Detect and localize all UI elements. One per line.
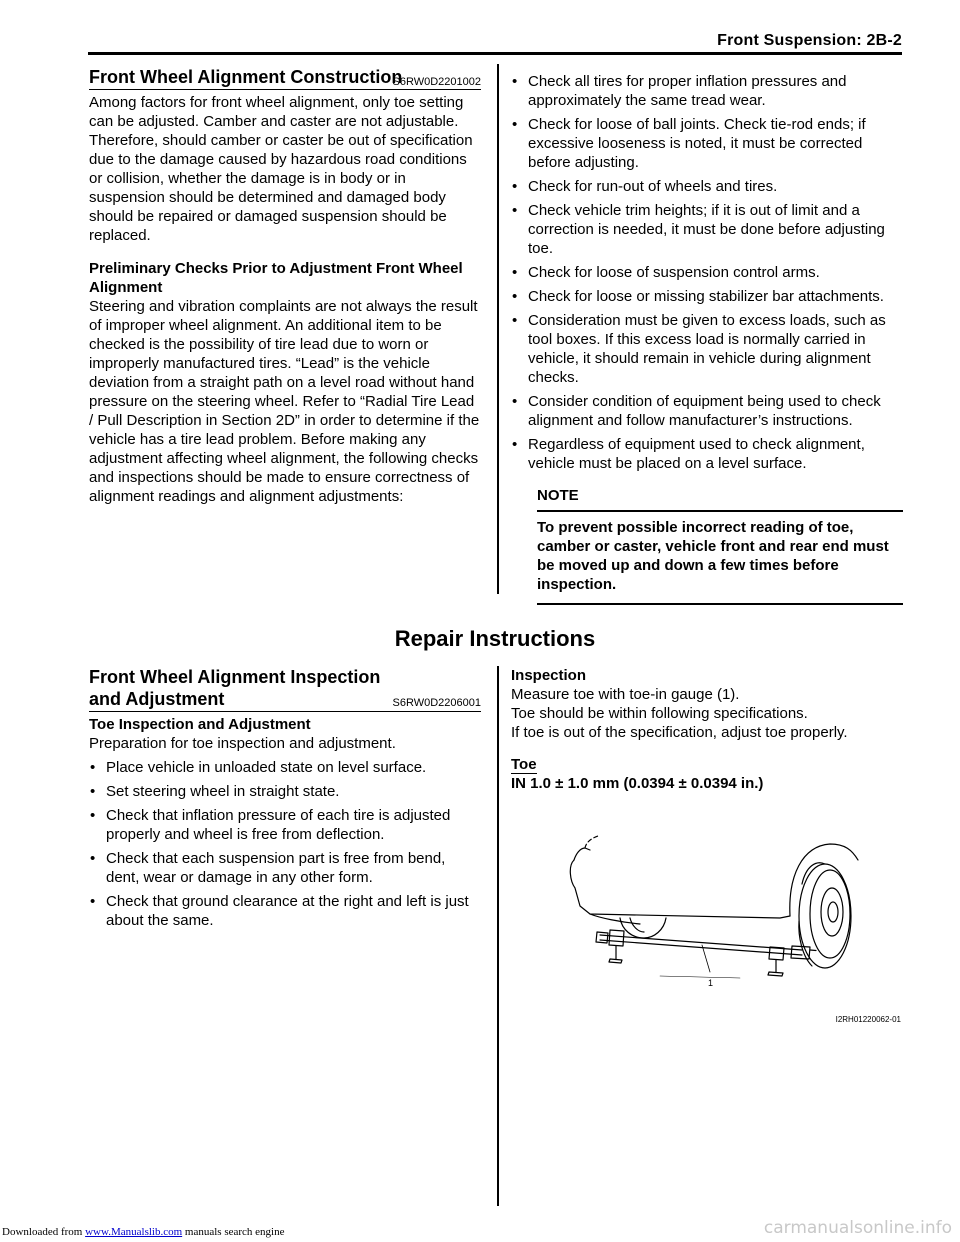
list-item: • Check for loose of ball joints. Check tie-rod ends; if excessive looseness is noted, it must be corrected before adjusting.: [512, 116, 866, 171]
toe-gauge-figure: [540, 826, 905, 1026]
prep-steps-list: [89, 758, 481, 930]
toe-gauge-illustration: [540, 826, 905, 1026]
footer-suffix: manuals search engine: [182, 1226, 285, 1238]
toe-label: Toe: [511, 756, 537, 773]
figure-code: I2RH01220062-01: [835, 1015, 901, 1024]
section-title-rule: [89, 89, 481, 90]
section-title-text: Front Wheel Alignment Construction: [89, 67, 403, 87]
preliminary-checks: [511, 72, 903, 605]
footer-prefix: Downloaded from: [2, 1226, 86, 1238]
note-text: To prevent possible incorrect reading of toe, camber or caster, vehicle front and rear end must be moved up and down a few times before inspection.: [537, 519, 889, 593]
watermark: carmanualsonline.info: [763, 1218, 952, 1238]
inspection-line: Measure toe with toe-in gauge (1).: [511, 686, 740, 703]
section-title: [89, 666, 389, 710]
body-paragraph: Steering and vibration complaints are not always the result of improper wheel alignment. An additional item to be checked is the possibility of tire lead due to worn or improperly manufactured tires. “Lead” is the vehicle deviation from a straight path on a level road without hand pressure on the steering wheel. Refer to “Radial Tire Lead / Pull Description in Section 2D” in order to determine if the vehicle has a tire lead problem. Before making any adjustment affecting wheel alignment, the following checks and inspections should be made to ensure correctness of alignment readings and alignment adjustments:: [89, 298, 480, 505]
note-box: [537, 486, 903, 605]
list-item: • Consider condition of equipment being used to check alignment and follow manufacturer’s instructions.: [512, 393, 881, 429]
note-label: NOTE: [537, 487, 579, 504]
list-item: • Check for loose of suspension control arms.: [512, 264, 820, 281]
column-divider: [497, 64, 499, 594]
list-item: • Check for loose or missing stabilizer bar attachments.: [512, 288, 884, 305]
header-rule: [88, 52, 902, 55]
list-item: • Check that inflation pressure of each tire is adjusted properly and wheel is free from deflection.: [90, 807, 451, 843]
subheading-toe: Toe Inspection and Adjustment: [89, 716, 311, 733]
manualslib-link[interactable]: www.Manualslib.com: [85, 1226, 183, 1238]
repair-instructions-title: Repair Instructions: [394, 626, 596, 651]
list-item: • Check all tires for proper inflation pressures and approximately the same tread wear.: [512, 73, 847, 109]
list-item: • Set steering wheel in straight state.: [90, 783, 340, 800]
list-item: • Check that each suspension part is free from bend, dent, wear or damage in any other form.: [90, 850, 446, 886]
page-header-title: Front Suspension: 2B-2: [717, 32, 902, 49]
download-footer: [2, 1226, 284, 1238]
intro-paragraph: Among factors for front wheel alignment, only toe setting can be adjusted. Camber and caster are not adjustable. Therefore, should camber or caster be out of specification due to the damage caused by hazardous road conditions or collision, whether the damage is in body or in suspension should be determined and damaged body should be repaired or damaged suspension should be replaced.: [89, 94, 473, 244]
inspection-line: If toe is out of the specification, adjust toe properly.: [511, 724, 848, 741]
list-item: • Place vehicle in unloaded state on level surface.: [90, 759, 427, 776]
list-item: • Check for run-out of wheels and tires.: [512, 178, 778, 195]
list-item: • Consideration must be given to excess loads, such as tool boxes. If this excess load is normally carried in vehicle, it should remain in vehicle during alignment checks.: [512, 312, 886, 386]
column-divider-lower: [497, 666, 499, 1206]
subheading-preliminary: Preliminary Checks Prior to Adjustment Front Wheel Alignment: [89, 260, 463, 296]
section-title-text: Front Wheel Alignment Inspection and Adjustment: [89, 667, 381, 709]
section-alignment-inspection: [89, 666, 481, 935]
section-code: S6RW0D2206001: [392, 697, 481, 709]
inspection-block: [511, 666, 903, 793]
section-code: S6RW0D2201002: [392, 76, 481, 88]
inspection-heading: Inspection: [511, 667, 587, 684]
section-title-rule: [89, 711, 481, 712]
list-item: • Check that ground clearance at the right and left is just about the same.: [90, 893, 469, 929]
toe-spec-value: IN 1.0 ± 1.0 mm (0.0394 ± 0.0394 in.): [511, 775, 764, 792]
note-bottom-rule: [537, 603, 903, 605]
inspection-line: Toe should be within following specifications.: [511, 705, 808, 722]
figure-callout-1: 1: [708, 978, 714, 988]
section-title: [89, 66, 481, 88]
checks-list: [511, 72, 903, 473]
section-construction: [89, 66, 481, 506]
prep-paragraph: Preparation for toe inspection and adjustment.: [89, 735, 396, 752]
list-item: • Regardless of equipment used to check alignment, vehicle must be placed on a level surface.: [512, 436, 865, 472]
list-item: • Check vehicle trim heights; if it is out of limit and a correction is needed, it must be done before adjusting toe.: [512, 202, 885, 257]
